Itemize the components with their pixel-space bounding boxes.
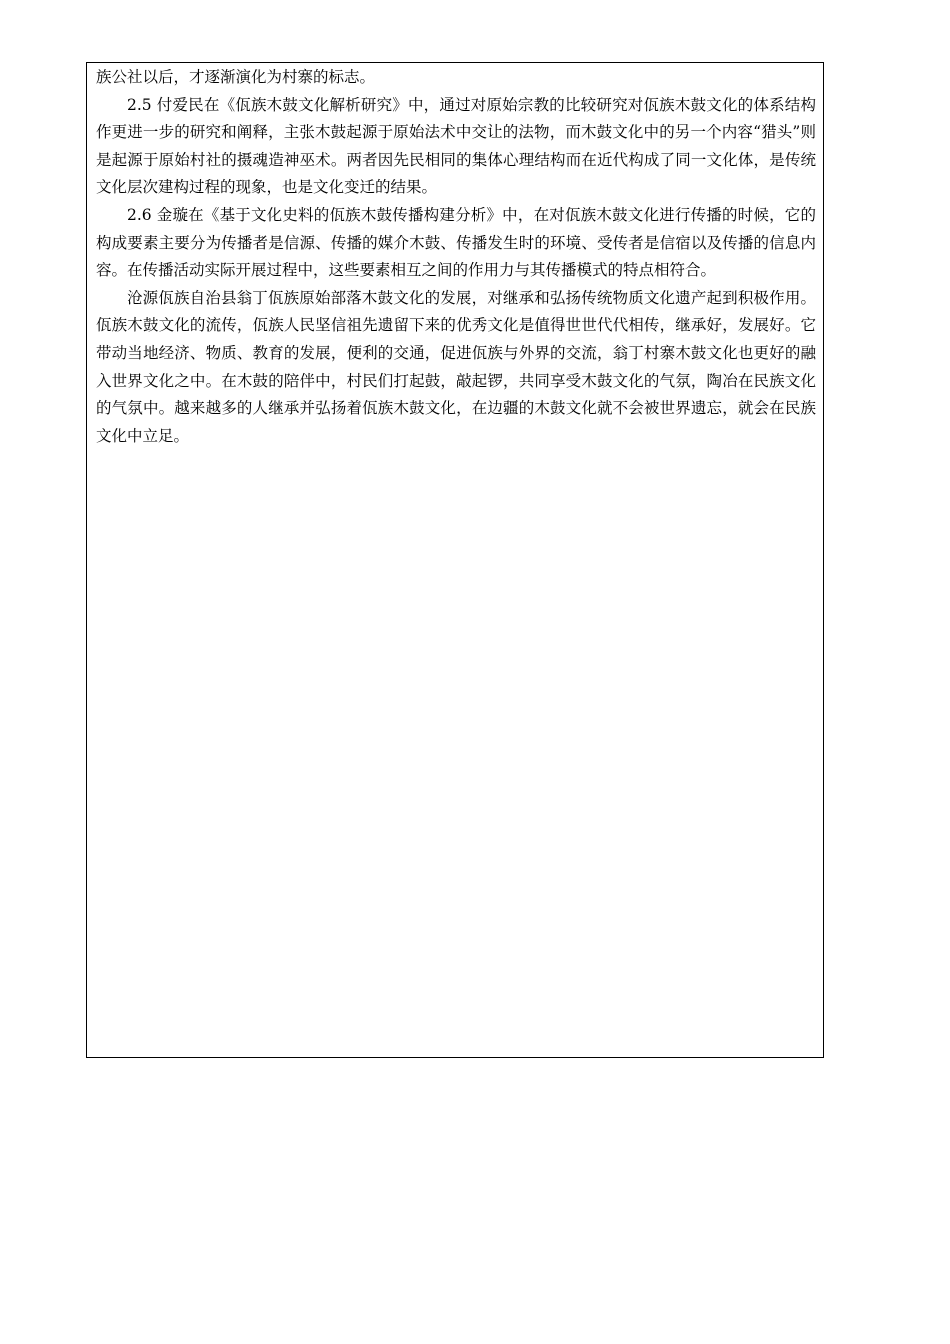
paragraph-continuation: 族公社以后，才逐渐演化为村寨的标志。 [96, 68, 376, 86]
document-body [96, 64, 816, 450]
paragraph-section-2-6: 2.6 金璇在《基于文化史料的佤族木鼓传播构建分析》中，在对佤族木鼓文化进行传播的时候，它的构成要素主要分为传播者是信源、传播的媒介木鼓、传播发生时的环境、受传者是信宿以及传播的信息内容。在传播活动实际开展过程中，这些要素相互之间的作用力与其传播模式的特点相符合。 [96, 205, 816, 280]
paragraph-conclusion: 沧源佤族自治县翁丁佤族原始部落木鼓文化的发展，对继承和弘扬传统物质文化遗产起到积极作用。佤族木鼓文化的流传，佤族人民坚信祖先遗留下来的优秀文化是值得世世代代相传，继承好，发展好。它带动当地经济、物质、教育的发展，便利的交通，促进佤族与外界的交流，翁丁村寨木鼓文化也更好的融入世界文化之中。在木鼓的陪伴中，村民们打起鼓，敲起锣，共同享受木鼓文化的气氛，陶冶在民族文化的气氛中。越来越多的人继承并弘扬着佤族木鼓文化，在边疆的木鼓文化就不会被世界遗忘，就会在民族文化中立足。 [96, 288, 816, 445]
paragraph-section-2-5: 2.5 付爱民在《佤族木鼓文化解析研究》中，通过对原始宗教的比较研究对佤族木鼓文化的体系结构作更进一步的研究和阐释，主张木鼓起源于原始法术中交让的法物，而木鼓文化中的另一个内容“猎头”则是起源于原始村社的摄魂造神巫术。两者因先民相同的集体心理结构而在近代构成了同一文化体，是传统文化层次建构过程的现象，也是文化变迁的结果。 [96, 95, 816, 197]
